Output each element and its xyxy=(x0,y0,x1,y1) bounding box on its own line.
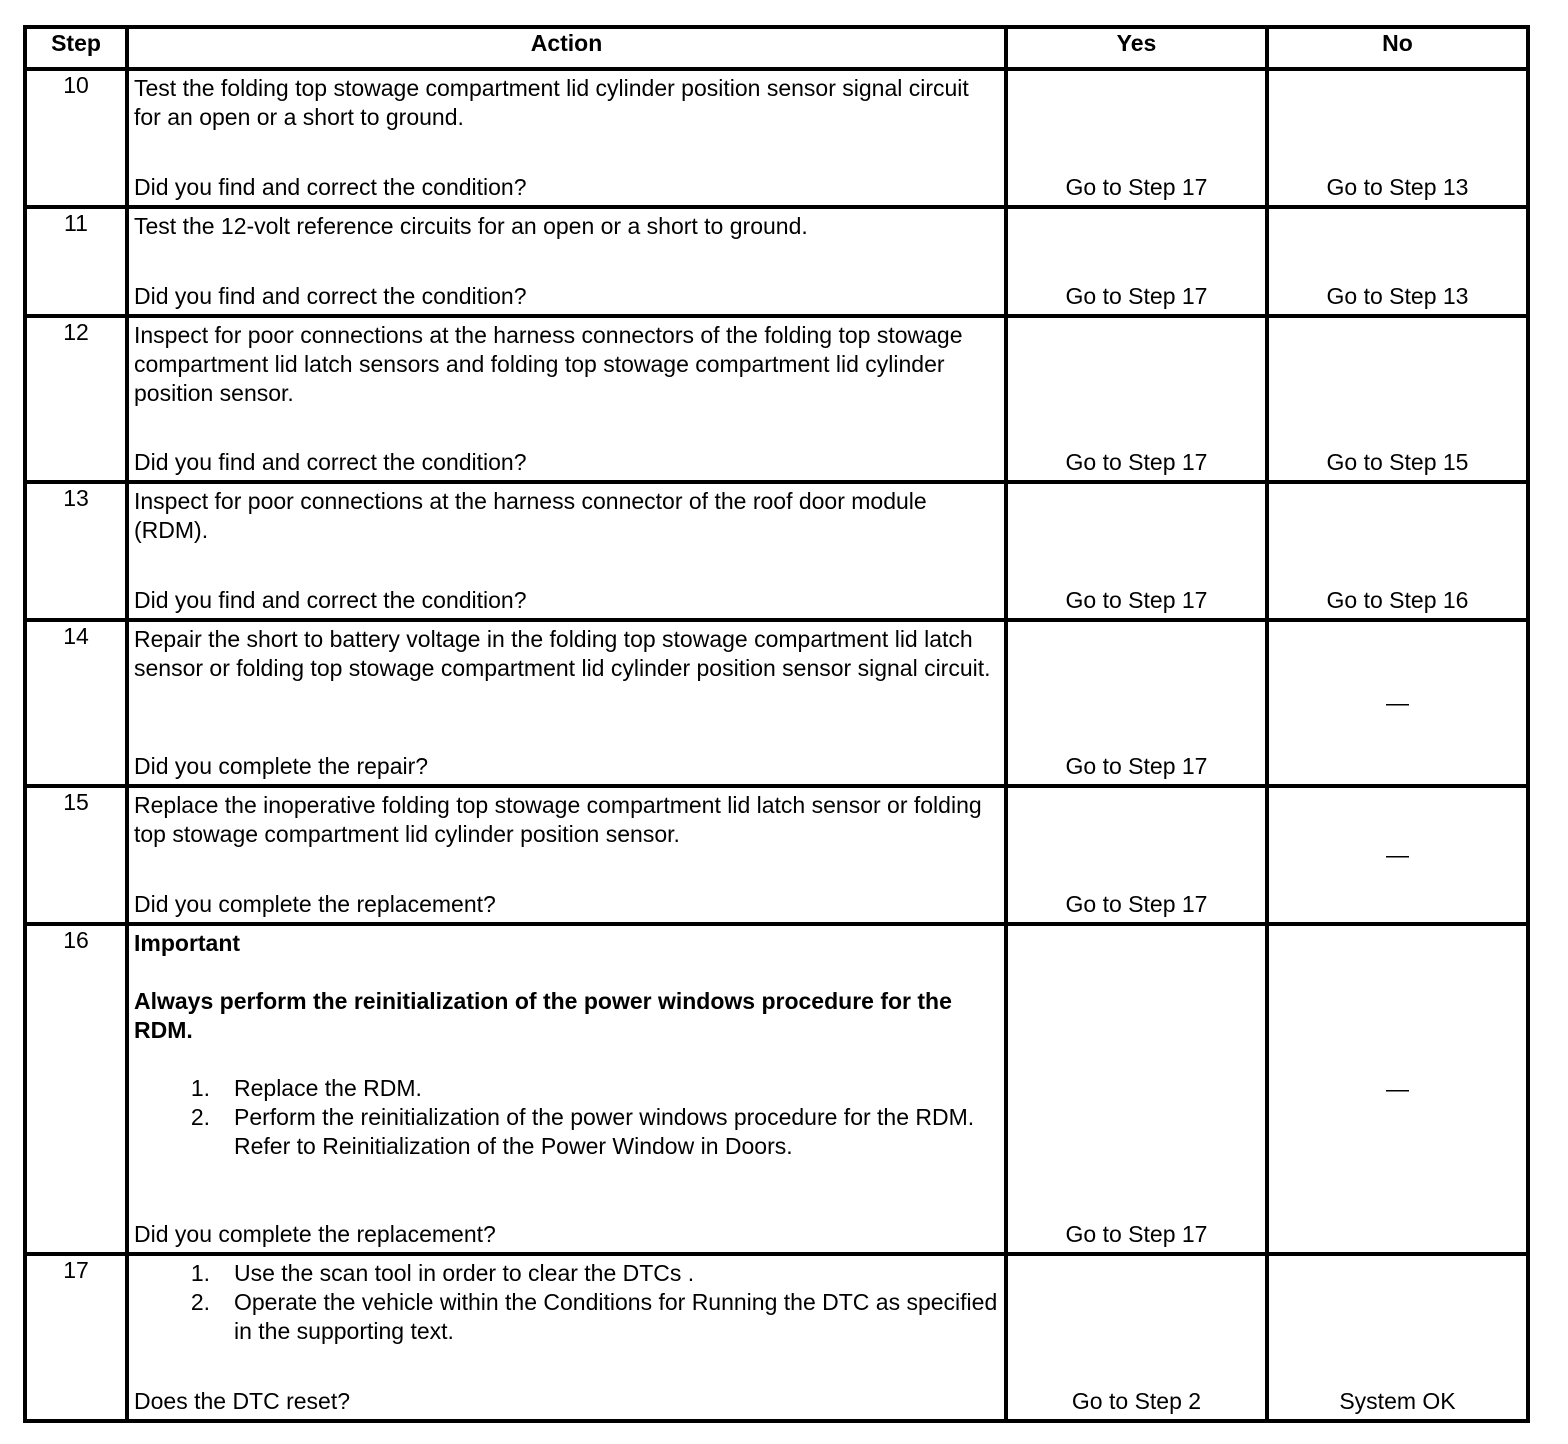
action-text: Test the 12-volt reference circuits for an open or a short to ground. xyxy=(134,213,808,239)
step-number: 15 xyxy=(25,786,127,924)
procedure-list xyxy=(134,1259,998,1346)
yes-answer: Go to Step 17 xyxy=(1065,283,1208,309)
action-text: Replace the inoperative folding top stowage compartment lid latch sensor or folding top stowage compartment lid cylinder position sensor. xyxy=(134,792,982,847)
header-step: Step xyxy=(25,27,127,69)
no-answer: — xyxy=(1386,1075,1409,1102)
table-row xyxy=(25,482,1528,620)
table-row xyxy=(25,786,1528,924)
action-question: Did you complete the replacement? xyxy=(134,1221,496,1247)
list-item: 1. Replace the RDM. xyxy=(190,1075,422,1101)
no-answer: Go to Step 15 xyxy=(1326,449,1469,475)
table-row xyxy=(25,207,1528,316)
header-yes: Yes xyxy=(1006,27,1267,69)
header-no: No xyxy=(1267,27,1528,69)
step-number: 16 xyxy=(25,924,127,1254)
table-row xyxy=(25,1254,1528,1421)
action-text: Test the folding top stowage compartment lid cylinder position sensor signal circuit for an open or a short to ground. xyxy=(134,75,969,130)
action-cell xyxy=(127,482,1006,620)
action-cell xyxy=(127,207,1006,316)
action-cell xyxy=(127,69,1006,207)
diagnostic-table xyxy=(23,25,1530,1423)
action-question: Did you find and correct the condition? xyxy=(134,449,527,475)
step-number: 10 xyxy=(25,69,127,207)
action-question: Did you complete the replacement? xyxy=(134,891,496,917)
header-action: Action xyxy=(127,27,1006,69)
table-row xyxy=(25,620,1528,786)
step-number: 12 xyxy=(25,316,127,482)
step-number: 14 xyxy=(25,620,127,786)
action-text: Repair the short to battery voltage in the folding top stowage compartment lid latch sensor or folding top stowage compartment lid cylinder position sensor signal circuit. xyxy=(134,626,991,681)
important-title: Important xyxy=(134,930,241,956)
action-question: Did you find and correct the condition? xyxy=(134,174,527,200)
action-cell xyxy=(127,924,1006,1254)
action-cell xyxy=(127,316,1006,482)
header-row xyxy=(25,27,1528,69)
important-text: Always perform the reinitialization of the power windows procedure for the RDM. xyxy=(134,988,952,1043)
yes-answer: Go to Step 17 xyxy=(1065,891,1208,917)
action-cell xyxy=(127,786,1006,924)
action-question: Did you complete the repair? xyxy=(134,753,429,779)
yes-answer: Go to Step 17 xyxy=(1065,753,1208,779)
no-answer: — xyxy=(1386,841,1409,868)
yes-answer: Go to Step 17 xyxy=(1065,174,1208,200)
no-answer: Go to Step 13 xyxy=(1326,283,1469,309)
list-item: 2. Perform the reinitialization of the power windows procedure for the RDM. Refer to Reinitialization of the Power Window in Doors. xyxy=(190,1104,975,1159)
table-row xyxy=(25,69,1528,207)
action-cell xyxy=(127,620,1006,786)
yes-answer: Go to Step 2 xyxy=(1071,1388,1202,1414)
list-item: 1. Use the scan tool in order to clear the DTCs . xyxy=(190,1260,695,1286)
yes-answer: Go to Step 17 xyxy=(1065,1221,1208,1247)
step-number: 17 xyxy=(25,1254,127,1421)
yes-answer: Go to Step 17 xyxy=(1065,449,1208,475)
action-question: Did you find and correct the condition? xyxy=(134,283,527,309)
action-text: Inspect for poor connections at the harness connector of the roof door module (RDM). xyxy=(134,488,927,543)
no-answer: Go to Step 13 xyxy=(1326,174,1469,200)
no-answer: System OK xyxy=(1339,1388,1456,1414)
procedure-list xyxy=(134,1074,998,1161)
list-item: 2. Operate the vehicle within the Conditions for Running the DTC as specified in the supporting text. xyxy=(190,1289,998,1344)
step-number: 11 xyxy=(25,207,127,316)
step-number: 13 xyxy=(25,482,127,620)
table-row xyxy=(25,316,1528,482)
no-answer: — xyxy=(1386,689,1409,716)
no-answer: Go to Step 16 xyxy=(1326,587,1469,613)
action-text: Inspect for poor connections at the harness connectors of the folding top stowage compartment lid latch sensors and folding top stowage compartment lid cylinder position sensor. xyxy=(134,322,963,406)
action-question: Did you find and correct the condition? xyxy=(134,587,527,613)
action-question: Does the DTC reset? xyxy=(134,1388,351,1414)
table-row xyxy=(25,924,1528,1254)
action-cell xyxy=(127,1254,1006,1421)
yes-answer: Go to Step 17 xyxy=(1065,587,1208,613)
